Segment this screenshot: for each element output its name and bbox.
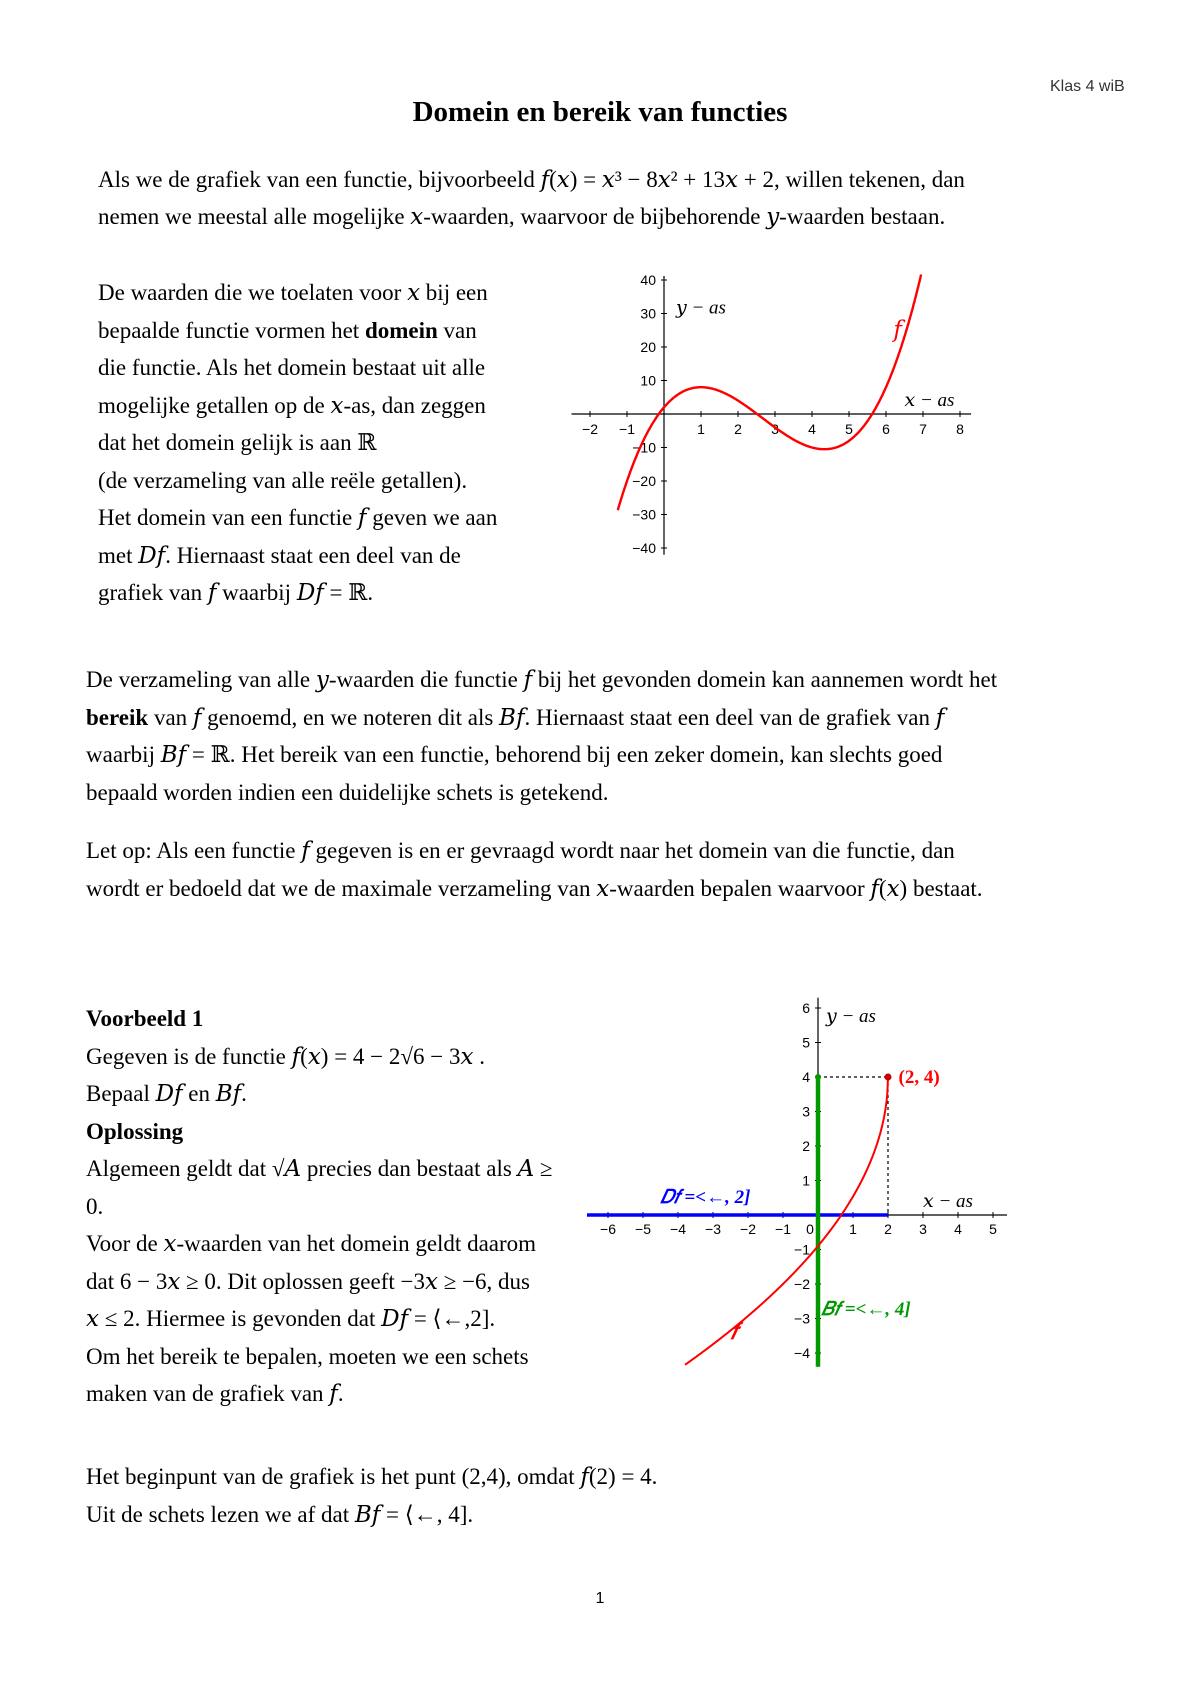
solution-line: 0. [86, 1193, 104, 1219]
y-tick-label: −30 [632, 506, 656, 523]
x-axis-label: 𝑥 − as [923, 1191, 973, 1212]
point-label: (2, 4) [898, 1067, 940, 1088]
note-paragraph [86, 832, 983, 907]
x-tick-label: 4 [954, 1221, 962, 1237]
solution-line: Algemeen geldt dat √𝐴 precies dan bestaat als 𝐴 ≥ [86, 1156, 553, 1181]
domain-line: met 𝐷𝑓. Hiernaast staat een deel van de [98, 542, 461, 568]
domain-line: (de verzameling van alle reële getallen). [98, 467, 468, 493]
note-line: wordt er bedoeld dat we de maximale verzameling van 𝑥-waarden bepalen waarvoor 𝑓(𝑥) bestaat. [86, 875, 983, 901]
page-title: Domein en bereik van functies [412, 96, 788, 128]
range-line: waarbij 𝐵𝑓 = ℝ. Het bereik van een functie, behorend bij een zeker domein, kan slechts goed [86, 742, 943, 767]
range-label: 𝐵𝑓 =<←, 4] [821, 1299, 911, 1321]
domain-line: Het domein van een functie 𝑓 geven we aan [98, 505, 498, 530]
range-line: bereik van 𝑓 genoemd, en we noteren dit als 𝐵𝑓. Hiernaast staat een deel van de grafiek van 𝑓 [86, 704, 945, 730]
intro-line-1: Als we de grafiek van een functie, bijvoorbeeld 𝑓(𝑥) = 𝑥³ − 8𝑥² + 13𝑥 + 2, willen tekenen, dan [98, 167, 965, 192]
end-point [885, 1074, 892, 1081]
conclusion-line: Uit de schets lezen we af dat 𝐵𝑓 = ⟨←, 4]. [86, 1501, 474, 1527]
example-task: Bepaal 𝐷𝑓 en 𝐵𝑓. [86, 1081, 247, 1106]
y-tick-label: 1 [802, 1172, 810, 1189]
x-tick-label: 1 [849, 1221, 857, 1237]
x-tick-label: −1 [775, 1221, 791, 1237]
page-number: 1 [595, 1590, 605, 1607]
y-tick-label: 4 [802, 1069, 810, 1085]
x-tick-label: 5 [989, 1221, 997, 1237]
x-tick-label: −1 [619, 421, 635, 437]
solution-line: maken van de grafiek van 𝑓. [86, 1381, 344, 1406]
solution-line: Voor de 𝑥-waarden van het domein geldt daarom [86, 1231, 537, 1256]
note-line: Let op: Als een functie 𝑓 gegeven is en er gevraagd wordt naar het domein van die functie, dan [86, 838, 955, 863]
range-top-point [815, 1074, 821, 1080]
x-tick-label: 3 [919, 1221, 927, 1237]
y-tick-label: −1 [794, 1241, 810, 1258]
x-tick-label: −2 [582, 421, 598, 437]
solution-line: dat 6 − 3𝑥 ≥ 0. Dit oplossen geeft −3𝑥 ≥ −6, dus [86, 1268, 531, 1294]
conclusion-line: Het beginpunt van de grafiek is het punt (2,4), omdat 𝑓(2) = 4. [86, 1464, 658, 1489]
domain-line: grafiek van 𝑓 waarbij 𝐷𝑓 = ℝ. [98, 580, 374, 605]
domain-line: De waarden die we toelaten voor 𝑥 bij een [98, 280, 488, 305]
x-tick-label: −4 [670, 1221, 686, 1237]
domain-line: die functie. Als het domein bestaat uit alle [98, 355, 486, 380]
y-tick-label: 20 [640, 339, 656, 355]
y-tick-label: −3 [794, 1310, 810, 1327]
x-tick-label: 2 [734, 421, 742, 437]
x-tick-label: −6 [600, 1221, 616, 1237]
y-tick-label: 40 [640, 272, 656, 288]
domain-paragraph [98, 274, 578, 612]
intro-line-2: nemen we meestal alle mogelijke 𝑥-waarden, waarvoor de bijbehorende 𝑦-waarden bestaan. [98, 204, 946, 229]
x-tick-label: 0 [806, 1221, 814, 1237]
range-line: bepaald worden indien een duidelijke schets is getekend. [86, 779, 609, 805]
y-tick-label: 30 [640, 305, 656, 322]
y-tick-label: −10 [632, 439, 656, 456]
curve-label-f: 𝑓 [893, 316, 902, 342]
y-axis-label: 𝑦 − as [826, 1005, 876, 1027]
y-tick-label: −4 [794, 1345, 810, 1361]
domain-term: domein [364, 317, 438, 343]
y-tick-label: 2 [802, 1138, 810, 1154]
domain-line: mogelijke getallen op de 𝑥-as, dan zeggen [98, 392, 486, 418]
range-line: De verzameling van alle 𝑦-waarden die functie 𝑓 bij het gevonden domein kan aannemen wordt het [86, 667, 998, 692]
cubic-graph [560, 270, 1100, 610]
x-tick-label: 4 [808, 421, 816, 437]
x-tick-label: 7 [919, 421, 927, 437]
domain-line: bepaalde functie vormen het domein van [98, 317, 477, 343]
cubic-curve [618, 275, 921, 511]
y-tick-label: 5 [802, 1034, 810, 1051]
sqrt-graph [600, 960, 1110, 1400]
x-tick-label: −2 [740, 1221, 756, 1237]
example-heading: Voorbeeld 1 [86, 1006, 204, 1031]
example-block [86, 1000, 626, 1413]
x-tick-label: −3 [705, 1221, 721, 1237]
y-axis-label: 𝑦 − as [676, 297, 726, 319]
y-tick-label: 3 [802, 1103, 810, 1120]
example-given: Gegeven is de functie 𝑓(𝑥) = 4 − 2√6 − 3𝑥 . [86, 1043, 485, 1069]
solution-line: Om het bereik te bepalen, moeten we een schets [86, 1343, 529, 1369]
range-paragraph [86, 661, 997, 811]
class-label: Klas 4 wiB [1050, 78, 1125, 95]
x-tick-label: 6 [882, 421, 890, 437]
curve-label-f: 𝑓 [730, 1319, 738, 1345]
x-tick-label: −5 [635, 1221, 651, 1237]
x-tick-label: 5 [845, 421, 853, 437]
y-tick-label: −40 [632, 540, 656, 556]
domain-label: 𝐷𝑓 =<←, 2] [660, 1187, 751, 1208]
x-tick-label: 1 [697, 421, 705, 437]
x-tick-label: 3 [771, 421, 779, 437]
y-tick-label: 6 [802, 1000, 810, 1016]
y-tick-label: −20 [632, 473, 656, 489]
domain-line: dat het domein gelijk is aan ℝ [98, 430, 377, 455]
range-term: bereik [86, 704, 149, 730]
y-tick-label: 10 [640, 372, 656, 389]
conclusion [86, 1458, 657, 1533]
solution-heading: Oplossing [86, 1118, 184, 1144]
x-axis-label: 𝑥 − as [904, 390, 955, 411]
y-tick-label: −2 [794, 1276, 810, 1292]
solution-line: 𝑥 ≤ 2. Hiermee is gevonden dat 𝐷𝑓 = ⟨←,2]. [86, 1306, 496, 1331]
x-tick-label: 8 [956, 421, 964, 437]
x-tick-label: 2 [884, 1221, 892, 1237]
